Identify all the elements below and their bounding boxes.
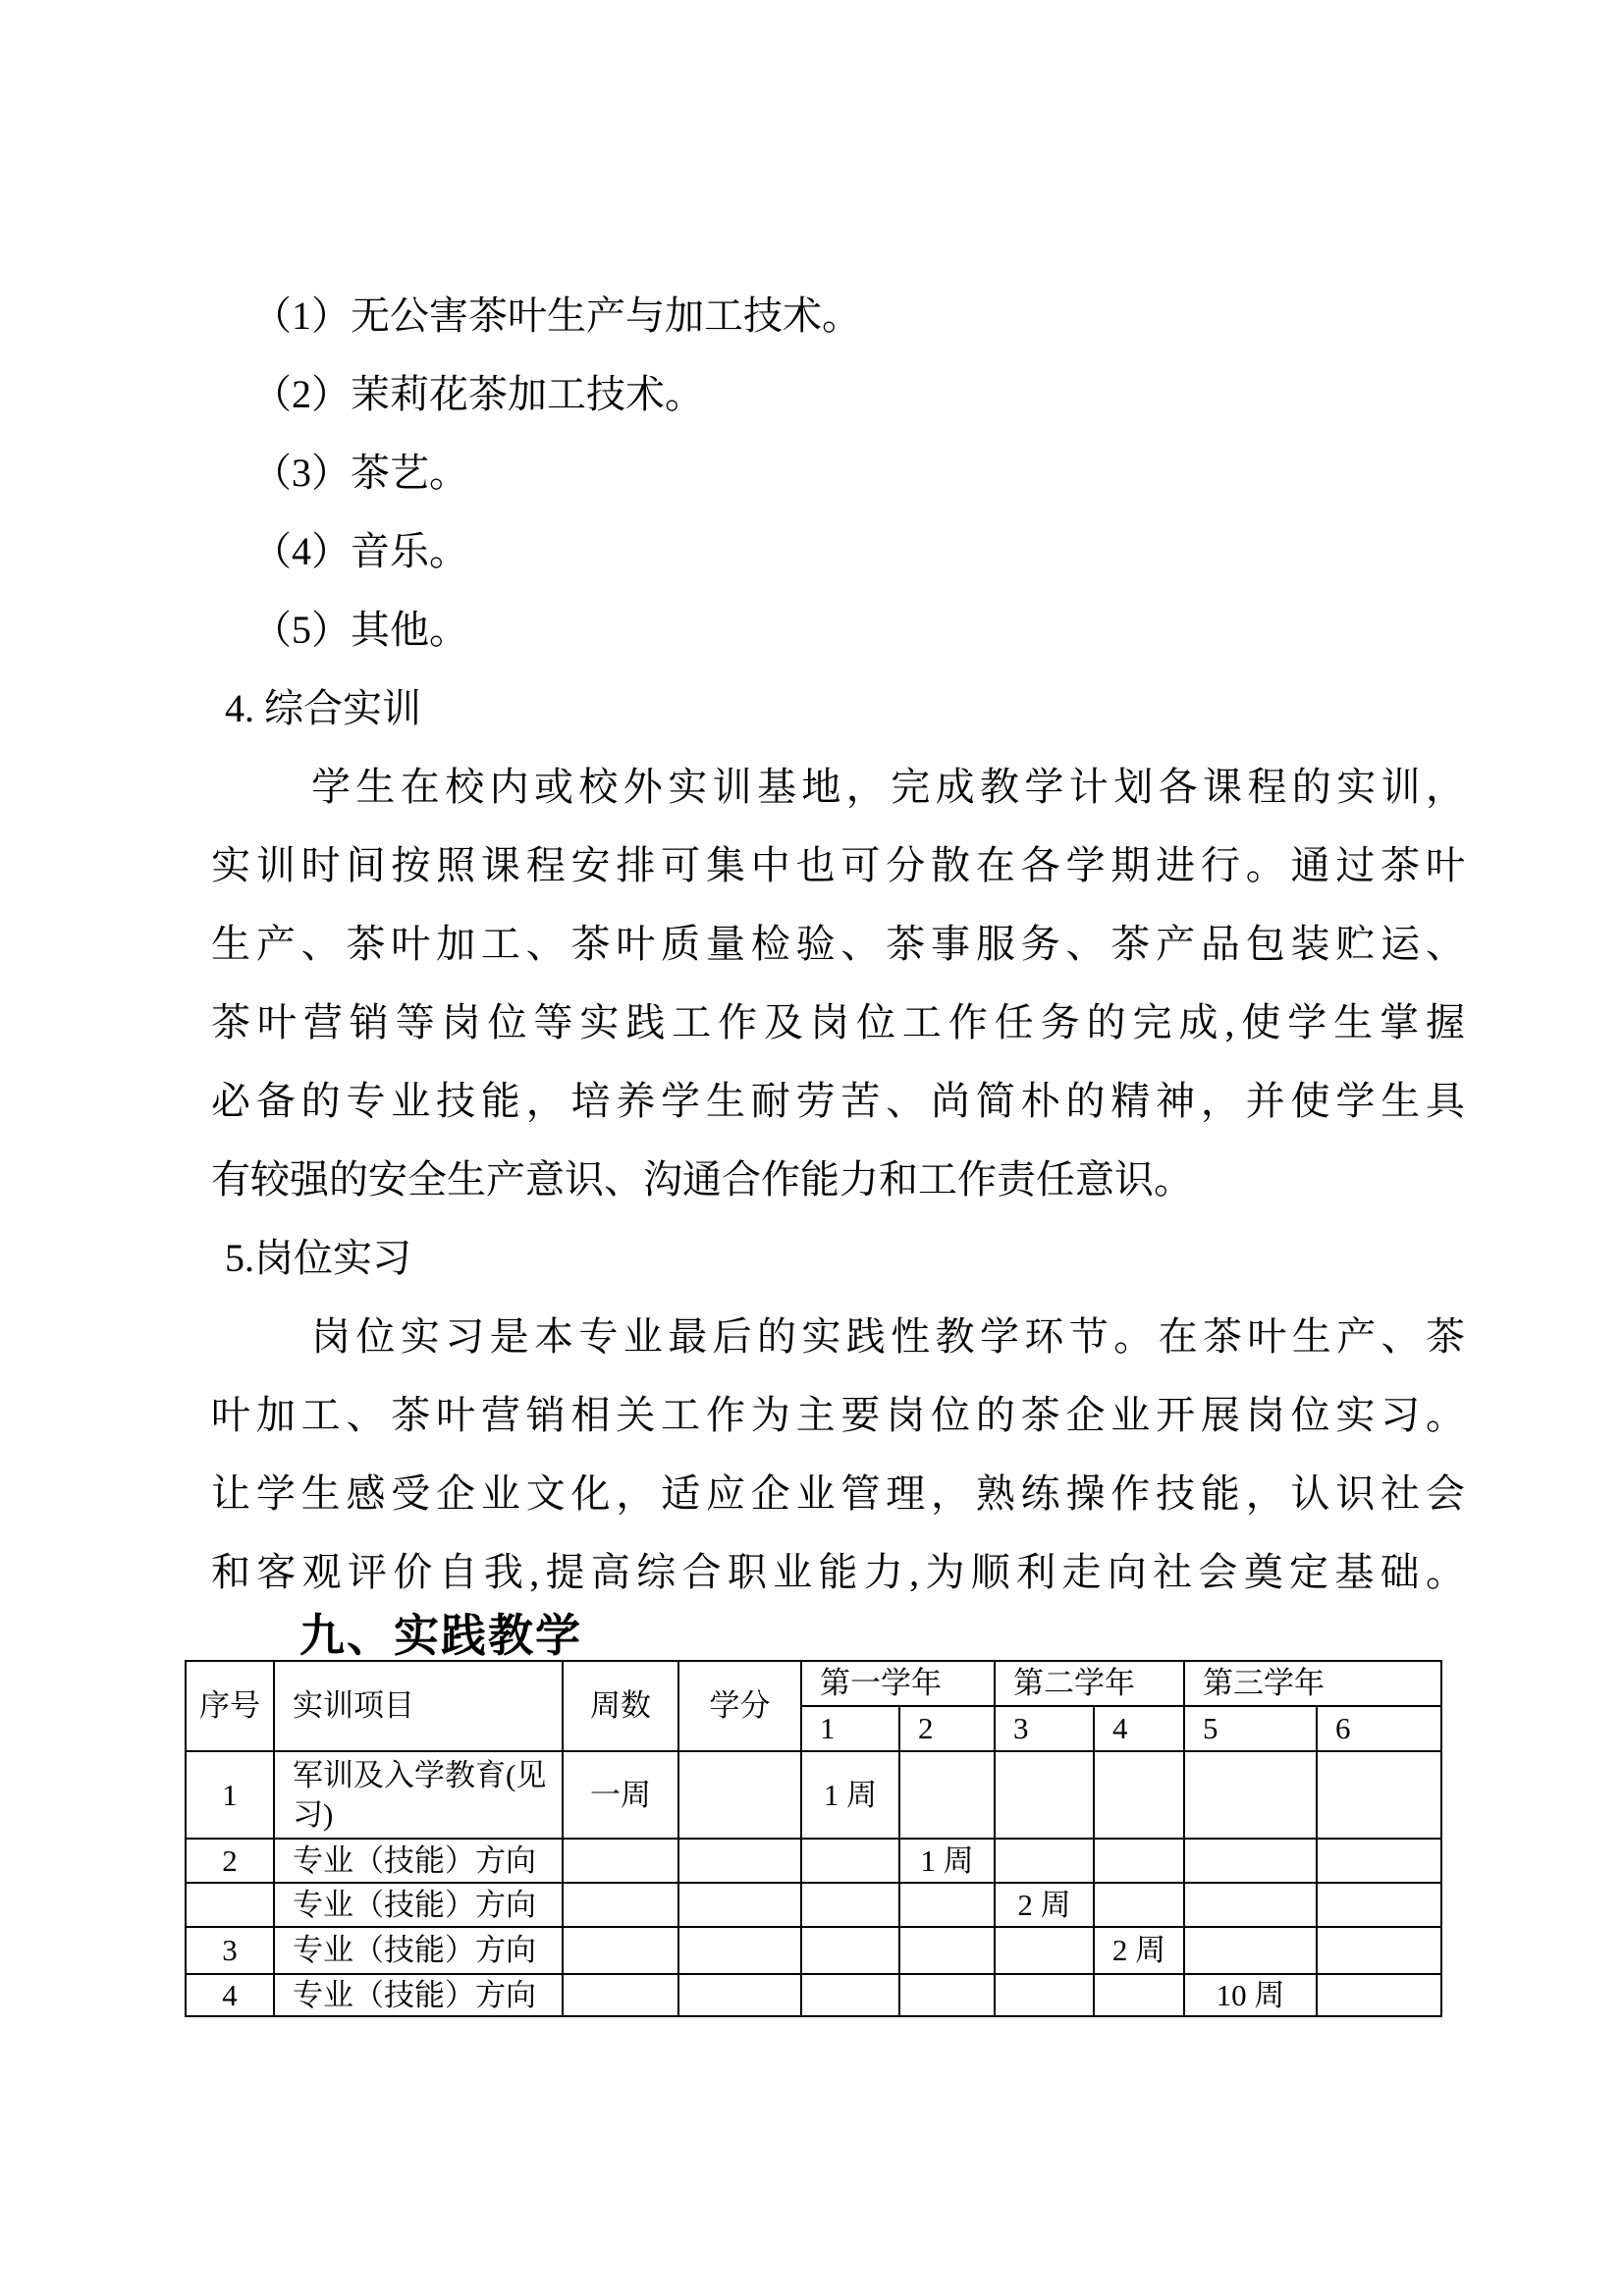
table-row <box>186 1974 1441 2016</box>
header-cell-sem-4: 4 <box>1094 1706 1184 1751</box>
section5-line-4: 和客观评价自我,提高综合职业能力,为顺利走向社会奠定基础。 <box>211 1550 1465 1594</box>
list-item-1: （1）无公害茶叶生产与加工技术。 <box>252 294 861 338</box>
cell-no: 3 <box>186 1927 274 1974</box>
cell-weeks <box>563 1927 678 1974</box>
table-row <box>186 1883 1441 1927</box>
cell-sem-3: 2 周 <box>995 1883 1094 1927</box>
cell-sem-2: 1 周 <box>899 1839 995 1883</box>
cell-sem-6 <box>1317 1839 1441 1883</box>
cell-no: 1 <box>186 1751 274 1839</box>
cell-sem-3 <box>995 1927 1094 1974</box>
cell-no <box>186 1883 274 1927</box>
cell-sem-5 <box>1184 1751 1317 1839</box>
section5-line-1: 岗位实习是本专业最后的实践性教学环节。在茶叶生产、茶 <box>311 1314 1465 1359</box>
header-cell-project: 实训项目 <box>274 1661 563 1751</box>
cell-sem-2 <box>899 1927 995 1974</box>
cell-sem-4: 2 周 <box>1094 1927 1184 1974</box>
section5-line-2: 叶加工、茶叶营销相关工作为主要岗位的茶企业开展岗位实习。 <box>211 1393 1465 1437</box>
section4-line-1: 学生在校内或校外实训基地，完成教学计划各课程的实训， <box>311 765 1465 809</box>
header-cell-year2: 第二学年 <box>995 1661 1184 1706</box>
cell-credits <box>678 1883 801 1927</box>
cell-sem-6 <box>1317 1883 1441 1927</box>
section4-line-4: 茶叶营销等岗位等实践工作及岗位工作任务的完成,使学生掌握 <box>211 1000 1465 1044</box>
cell-sem-5: 10 周 <box>1184 1974 1317 2016</box>
cell-sem-3 <box>995 1974 1094 2016</box>
cell-project: 专业（技能）方向 <box>274 1974 563 2016</box>
cell-sem-4 <box>1094 1883 1184 1927</box>
cell-sem-6 <box>1317 1927 1441 1974</box>
cell-sem-6 <box>1317 1751 1441 1839</box>
section4-heading: 4. 综合实训 <box>225 686 421 730</box>
cell-sem-2 <box>899 1751 995 1839</box>
cell-sem-6 <box>1317 1974 1441 2016</box>
cell-project: 专业（技能）方向 <box>274 1883 563 1927</box>
cell-sem-5 <box>1184 1927 1317 1974</box>
cell-project: 军训及入学教育(见习) <box>274 1751 563 1839</box>
header-cell-sem-2: 2 <box>899 1706 995 1751</box>
header-cell-sem-3: 3 <box>995 1706 1094 1751</box>
header-cell-year1: 第一学年 <box>801 1661 995 1706</box>
cell-sem-1 <box>801 1883 899 1927</box>
cell-weeks <box>563 1883 678 1927</box>
cell-project: 专业（技能）方向 <box>274 1927 563 1974</box>
list-item-3: （3）茶艺。 <box>252 451 468 495</box>
cell-credits <box>678 1751 801 1839</box>
header-cell-sem-6: 6 <box>1317 1706 1441 1751</box>
cell-weeks <box>563 1974 678 2016</box>
section4-line-6: 有较强的安全生产意识、沟通合作能力和工作责任意识。 <box>211 1157 1193 1201</box>
cell-sem-3 <box>995 1751 1094 1839</box>
section5-line-3: 让学生感受企业文化，适应企业管理，熟练操作技能，认识社会 <box>211 1471 1465 1516</box>
cell-sem-2 <box>899 1883 995 1927</box>
header-cell-sem-5: 5 <box>1184 1706 1317 1751</box>
cell-sem-4 <box>1094 1974 1184 2016</box>
cell-sem-1 <box>801 1839 899 1883</box>
cell-weeks: 一周 <box>563 1751 678 1839</box>
header-cell-no: 序号 <box>186 1661 274 1751</box>
table-header-row-1 <box>186 1661 1441 1706</box>
cell-credits <box>678 1974 801 2016</box>
section5-heading: 5.岗位实习 <box>225 1236 411 1280</box>
cell-credits <box>678 1927 801 1974</box>
cell-sem-1: 1 周 <box>801 1751 899 1839</box>
cell-sem-3 <box>995 1839 1094 1883</box>
header-cell-weeks: 周数 <box>563 1661 678 1751</box>
header-cell-sem-1: 1 <box>801 1706 899 1751</box>
header-cell-year3: 第三学年 <box>1184 1661 1441 1706</box>
list-item-4: （4）音乐。 <box>252 529 468 573</box>
section9-heading: 九、实践教学 <box>299 1610 582 1661</box>
cell-sem-1 <box>801 1974 899 2016</box>
cell-sem-2 <box>899 1974 995 2016</box>
table-row <box>186 1751 1441 1839</box>
cell-sem-5 <box>1184 1839 1317 1883</box>
practice-teaching-table <box>185 1660 1442 2017</box>
table-row <box>186 1927 1441 1974</box>
cell-no: 4 <box>186 1974 274 2016</box>
cell-sem-4 <box>1094 1751 1184 1839</box>
header-cell-credits: 学分 <box>678 1661 801 1751</box>
cell-sem-4 <box>1094 1839 1184 1883</box>
section4-line-5: 必备的专业技能，培养学生耐劳苦、尚简朴的精神，并使学生具 <box>211 1079 1465 1123</box>
cell-project: 专业（技能）方向 <box>274 1839 563 1883</box>
cell-sem-1 <box>801 1927 899 1974</box>
list-item-5: （5）其他。 <box>252 608 468 652</box>
section4-line-3: 生产、茶叶加工、茶叶质量检验、茶事服务、茶产品包装贮运、 <box>211 922 1465 966</box>
cell-sem-5 <box>1184 1883 1317 1927</box>
section4-line-2: 实训时间按照课程安排可集中也可分散在各学期进行。通过茶叶 <box>211 843 1465 887</box>
cell-weeks <box>563 1839 678 1883</box>
cell-credits <box>678 1839 801 1883</box>
list-item-2: （2）茉莉花茶加工技术。 <box>252 372 704 416</box>
cell-no: 2 <box>186 1839 274 1883</box>
table-row <box>186 1839 1441 1883</box>
